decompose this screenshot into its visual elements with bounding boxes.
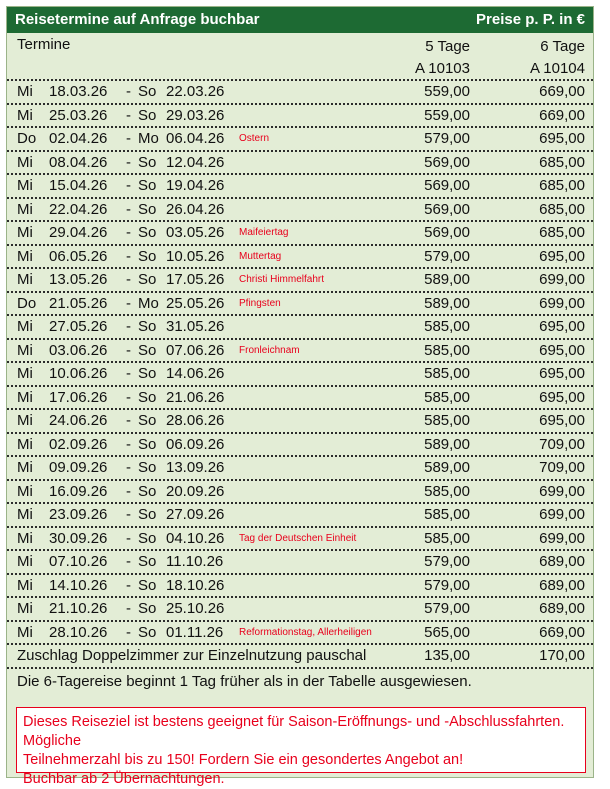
table-row — [7, 432, 593, 456]
table-row — [7, 549, 593, 573]
date-separator: - — [126, 130, 131, 147]
end-date: 06.09.26 — [166, 435, 225, 453]
price-6-tage: 699,00 — [539, 482, 585, 500]
table-row — [7, 126, 593, 150]
date-separator: - — [126, 341, 131, 359]
table-row — [7, 103, 593, 127]
start-date: 08.04.26 — [49, 153, 108, 171]
end-date: 07.06.26 — [166, 341, 225, 359]
end-day: So — [138, 388, 157, 406]
price-6-tage: 685,00 — [539, 153, 585, 171]
info-box — [16, 707, 586, 787]
holiday-label: Muttertag — [239, 250, 282, 262]
start-date: 06.05.26 — [49, 247, 108, 265]
price-5-tage: 579,00 — [424, 600, 470, 617]
date-separator: - — [126, 153, 131, 171]
start-day: Mi — [17, 365, 33, 382]
price-5-tage: 585,00 — [424, 412, 470, 429]
end-date: 04.10.26 — [166, 529, 225, 547]
end-day: So — [138, 200, 157, 218]
start-date: 02.04.26 — [49, 130, 108, 147]
price-5-tage: 585,00 — [424, 365, 470, 382]
end-date: 20.09.26 — [166, 482, 225, 500]
table-row — [7, 573, 593, 597]
date-separator: - — [126, 529, 131, 547]
table-row — [7, 385, 593, 409]
date-separator: - — [126, 600, 131, 617]
price-5-tage: 569,00 — [424, 153, 470, 171]
end-date: 14.06.26 — [166, 365, 225, 382]
end-date: 10.05.26 — [166, 247, 225, 265]
table-title: Reisetermine auf Anfrage buchbar — [15, 11, 260, 28]
table-row — [7, 596, 593, 620]
end-date: 18.10.26 — [166, 576, 225, 594]
date-separator: - — [126, 294, 131, 312]
date-separator: - — [126, 271, 131, 288]
start-date: 22.04.26 — [49, 200, 108, 218]
start-date: 15.04.26 — [49, 177, 108, 194]
end-day: So — [138, 482, 157, 500]
start-date: 25.03.26 — [49, 106, 108, 124]
date-separator: - — [126, 224, 131, 241]
start-day: Mi — [17, 83, 33, 100]
end-date: 17.05.26 — [166, 271, 225, 288]
end-date: 25.05.26 — [166, 294, 225, 312]
holiday-label: Pfingsten — [239, 297, 281, 309]
price-5-tage: 565,00 — [424, 623, 470, 641]
surcharge-row — [7, 643, 593, 667]
start-day: Mi — [17, 529, 33, 547]
end-day: So — [138, 106, 157, 124]
end-day: So — [138, 177, 157, 194]
note-row — [7, 667, 593, 693]
table-row — [7, 79, 593, 103]
end-day: So — [138, 529, 157, 547]
start-day: Mi — [17, 224, 33, 241]
column-header-6-tage-code: A 10104 — [529, 60, 585, 77]
end-date: 31.05.26 — [166, 318, 225, 335]
end-day: Mo — [138, 130, 159, 147]
table-row — [7, 314, 593, 338]
price-6-tage: 699,00 — [539, 529, 585, 547]
price-6-tage: 669,00 — [539, 623, 585, 641]
start-day: Mi — [17, 200, 33, 218]
table-row — [7, 620, 593, 644]
price-5-tage: 569,00 — [424, 177, 470, 194]
date-separator: - — [126, 83, 131, 100]
start-date: 10.06.26 — [49, 365, 108, 382]
end-date: 27.09.26 — [166, 506, 225, 523]
price-note: Preise p. P. in € — [476, 11, 585, 28]
date-separator: - — [126, 177, 131, 194]
price-5-tage: 585,00 — [424, 341, 470, 359]
price-6-tage: 669,00 — [539, 106, 585, 124]
price-6-tage: 699,00 — [539, 294, 585, 312]
price-5-tage: 589,00 — [424, 271, 470, 288]
date-separator: - — [126, 318, 131, 335]
date-separator: - — [126, 459, 131, 476]
end-day: Mo — [138, 294, 159, 312]
holiday-label: Reformationstag, Allerheiligen — [239, 626, 372, 638]
end-day: So — [138, 435, 157, 453]
holiday-label: Fronleichnam — [239, 344, 300, 356]
start-date: 28.10.26 — [49, 623, 108, 641]
date-separator: - — [126, 106, 131, 124]
end-date: 22.03.26 — [166, 83, 225, 100]
holiday-label: Ostern — [239, 133, 270, 144]
price-5-tage: 589,00 — [424, 435, 470, 453]
start-date: 16.09.26 — [49, 482, 108, 500]
start-day: Mi — [17, 341, 33, 359]
start-day: Mi — [17, 412, 33, 429]
end-day: So — [138, 459, 157, 476]
price-5-tage: 559,00 — [424, 83, 470, 100]
price-5-tage: 585,00 — [424, 482, 470, 500]
end-date: 19.04.26 — [166, 177, 225, 194]
end-day: So — [138, 318, 157, 335]
end-date: 21.06.26 — [166, 388, 225, 406]
date-separator: - — [126, 623, 131, 641]
table-row — [7, 197, 593, 221]
start-day: Do — [17, 130, 37, 147]
start-date: 13.05.26 — [49, 271, 108, 288]
price-6-tage: 685,00 — [539, 224, 585, 241]
info-line-1: Dieses Reiseziel ist bestens geeignet für Saison-Eröffnungs- und -Abschlussfahrten. Mögliche — [23, 714, 565, 749]
start-date: 02.09.26 — [49, 435, 108, 453]
table-row — [7, 526, 593, 550]
column-header-5-tage — [415, 36, 470, 80]
end-date: 03.05.26 — [166, 224, 225, 241]
end-date: 13.09.26 — [166, 459, 225, 476]
price-5-tage: 579,00 — [424, 553, 470, 570]
start-day: Mi — [17, 482, 33, 500]
start-date: 03.06.26 — [49, 341, 108, 359]
table-row — [7, 267, 593, 291]
start-day: Mi — [17, 388, 33, 406]
date-separator: - — [126, 506, 131, 523]
price-6-tage: 709,00 — [539, 435, 585, 453]
start-day: Mi — [17, 177, 33, 194]
start-date: 30.09.26 — [49, 529, 108, 547]
price-6-tage: 695,00 — [539, 365, 585, 382]
date-separator: - — [126, 200, 131, 218]
end-day: So — [138, 271, 157, 288]
start-day: Mi — [17, 576, 33, 594]
end-day: So — [138, 506, 157, 523]
column-headers — [7, 33, 593, 79]
price-5-tage: 579,00 — [424, 576, 470, 594]
column-header-6-tage — [530, 36, 585, 80]
price-6-tage: 709,00 — [539, 459, 585, 476]
date-separator: - — [126, 247, 131, 265]
price-5-tage: 569,00 — [424, 224, 470, 241]
price-6-tage: 695,00 — [539, 247, 585, 265]
end-date: 06.04.26 — [166, 130, 225, 147]
end-date: 26.04.26 — [166, 200, 225, 218]
column-header-termine: Termine — [17, 36, 71, 53]
table-row — [7, 455, 593, 479]
price-6-tage: 695,00 — [539, 388, 585, 406]
end-day: So — [138, 341, 157, 359]
start-day: Mi — [17, 318, 33, 335]
start-date: 14.10.26 — [49, 576, 108, 594]
start-date: 17.06.26 — [49, 388, 108, 406]
end-day: So — [138, 412, 157, 429]
table-row — [7, 361, 593, 385]
table-row — [7, 220, 593, 244]
price-6-tage: 685,00 — [539, 177, 585, 194]
table-row — [7, 479, 593, 503]
price-5-tage: 579,00 — [424, 247, 470, 265]
end-day: So — [138, 600, 157, 617]
start-day: Mi — [17, 459, 33, 476]
end-date: 12.04.26 — [166, 153, 225, 171]
price-6-tage: 695,00 — [539, 130, 585, 147]
price-5-tage: 585,00 — [424, 506, 470, 523]
start-day: Do — [17, 294, 37, 312]
end-day: So — [138, 224, 157, 241]
table-row — [7, 173, 593, 197]
table-title-bar — [7, 7, 593, 33]
start-date: 18.03.26 — [49, 83, 108, 100]
column-header-5-tage-label: 5 Tage — [425, 38, 470, 55]
end-day: So — [138, 247, 157, 265]
end-date: 11.10.26 — [166, 553, 224, 570]
end-day: So — [138, 153, 157, 171]
start-day: Mi — [17, 623, 33, 641]
end-date: 01.11.26 — [166, 623, 224, 641]
price-6-tage: 699,00 — [539, 506, 585, 523]
surcharge-price-5-tage: 135,00 — [424, 647, 470, 664]
date-separator: - — [126, 482, 131, 500]
start-day: Mi — [17, 435, 33, 453]
start-day: Mi — [17, 600, 33, 617]
price-6-tage: 685,00 — [539, 200, 585, 218]
start-day: Mi — [17, 153, 33, 171]
price-5-tage: 589,00 — [424, 459, 470, 476]
price-5-tage: 559,00 — [424, 106, 470, 124]
column-header-6-tage-label: 6 Tage — [540, 38, 585, 55]
end-date: 28.06.26 — [166, 412, 225, 429]
start-day: Mi — [17, 506, 33, 523]
price-6-tage: 695,00 — [539, 318, 585, 335]
date-separator: - — [126, 553, 131, 570]
price-5-tage: 579,00 — [424, 130, 470, 147]
start-day: Mi — [17, 247, 33, 265]
table-row — [7, 244, 593, 268]
end-day: So — [138, 365, 157, 382]
price-table-panel — [6, 6, 594, 787]
table-row — [7, 150, 593, 174]
surcharge-label: Zuschlag Doppelzimmer zur Einzelnutzung pauschal — [17, 647, 367, 664]
start-day: Mi — [17, 271, 33, 288]
table-row — [7, 408, 593, 432]
price-6-tage: 689,00 — [539, 600, 585, 617]
table-row — [7, 291, 593, 315]
start-date: 09.09.26 — [49, 459, 108, 476]
holiday-label: Christi Himmelfahrt — [239, 274, 325, 285]
info-line-2: Teilnehmerzahl bis zu 150! Fordern Sie ein gesondertes Angebot an! — [23, 752, 464, 768]
start-date: 07.10.26 — [49, 553, 108, 570]
table-row — [7, 338, 593, 362]
price-6-tage: 695,00 — [539, 341, 585, 359]
price-6-tage: 689,00 — [539, 576, 585, 594]
surcharge-price-6-tage: 170,00 — [539, 647, 585, 664]
start-date: 21.10.26 — [49, 600, 108, 617]
price-6-tage: 689,00 — [539, 553, 585, 570]
table-row — [7, 502, 593, 526]
date-rows — [7, 79, 593, 693]
date-separator: - — [126, 576, 131, 594]
price-5-tage: 589,00 — [424, 294, 470, 312]
price-5-tage: 585,00 — [424, 388, 470, 406]
end-day: So — [138, 83, 157, 100]
holiday-label: Maifeiertag — [239, 227, 289, 238]
note-text: Die 6-Tagereise beginnt 1 Tag früher als in der Tabelle ausgewiesen. — [17, 672, 472, 690]
price-5-tage: 585,00 — [424, 318, 470, 335]
end-date: 25.10.26 — [166, 600, 225, 617]
end-date: 29.03.26 — [166, 106, 225, 124]
price-5-tage: 569,00 — [424, 200, 470, 218]
price-6-tage: 695,00 — [539, 412, 585, 429]
end-day: So — [138, 623, 157, 641]
column-header-5-tage-code: A 10103 — [414, 60, 470, 77]
date-separator: - — [126, 365, 131, 382]
start-day: Mi — [17, 553, 33, 570]
date-separator: - — [126, 388, 131, 406]
start-date: 23.09.26 — [49, 506, 108, 523]
info-line-3: Buchbar ab 2 Übernachtungen. — [23, 771, 225, 787]
start-date: 27.05.26 — [49, 318, 108, 335]
end-day: So — [138, 553, 157, 570]
price-6-tage: 699,00 — [539, 271, 585, 288]
date-separator: - — [126, 435, 131, 453]
start-date: 21.05.26 — [49, 294, 108, 312]
start-date: 29.04.26 — [49, 224, 108, 241]
end-day: So — [138, 576, 157, 594]
start-date: 24.06.26 — [49, 412, 108, 429]
start-day: Mi — [17, 106, 33, 124]
price-5-tage: 585,00 — [424, 529, 470, 547]
holiday-label: Tag der Deutschen Einheit — [239, 532, 357, 544]
date-separator: - — [126, 412, 131, 429]
price-6-tage: 669,00 — [539, 83, 585, 100]
